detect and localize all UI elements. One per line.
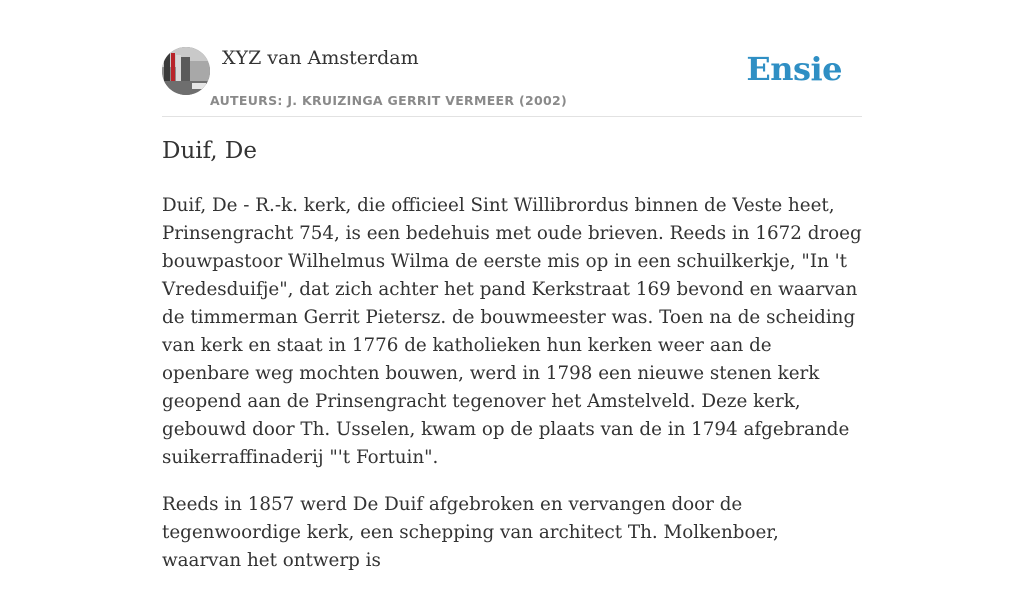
ensie-logo-link[interactable]: Ensie <box>746 50 842 88</box>
book-title[interactable]: XYZ van Amsterdam <box>222 47 419 69</box>
entry-paragraph: Reeds in 1857 werd De Duif afgebroken en vervangen door de tegenwoordige kerk, een schepping van architect Th. Molkenboer, waarvan het ontwerp is <box>162 494 779 571</box>
entry-title: Duif, De <box>162 138 257 164</box>
entry-body <box>162 192 862 594</box>
entry-header <box>162 46 862 117</box>
book-cover-avatar[interactable] <box>162 47 210 95</box>
entry-paragraph: Duif, De - R.-k. kerk, die officieel Sint Willibrordus binnen de Veste heet, Prinsengracht 754, is een bedehuis met oude brieven. Reeds in 1672 droeg bouwpastoor Wilhelmus Wilma de eerste mis op in een schuilkerkje, "In 't Vredesduifje", dat zich achter het pand Kerkstraat 169 bevond en waarvan de timmerman Gerrit Pietersz. de bouwmeester was. Toen na de scheiding van kerk en staat in 1776 de katholieken hun kerken weer aan de openbare weg mochten bouwen, werd in 1798 een nieuwe stenen kerk geopend aan de Prinsengracht tegenover het Amstelveld. Deze kerk, gebouwd door Th. Usselen, kwam op de plaats van de in 1794 afgebrande suikerraffinaderij "'t Fortuin". <box>162 195 862 468</box>
book-cover-thumbnail-icon <box>162 47 210 95</box>
authors-line: AUTEURS: J. KRUIZINGA GERRIT VERMEER (2002) <box>210 93 567 108</box>
